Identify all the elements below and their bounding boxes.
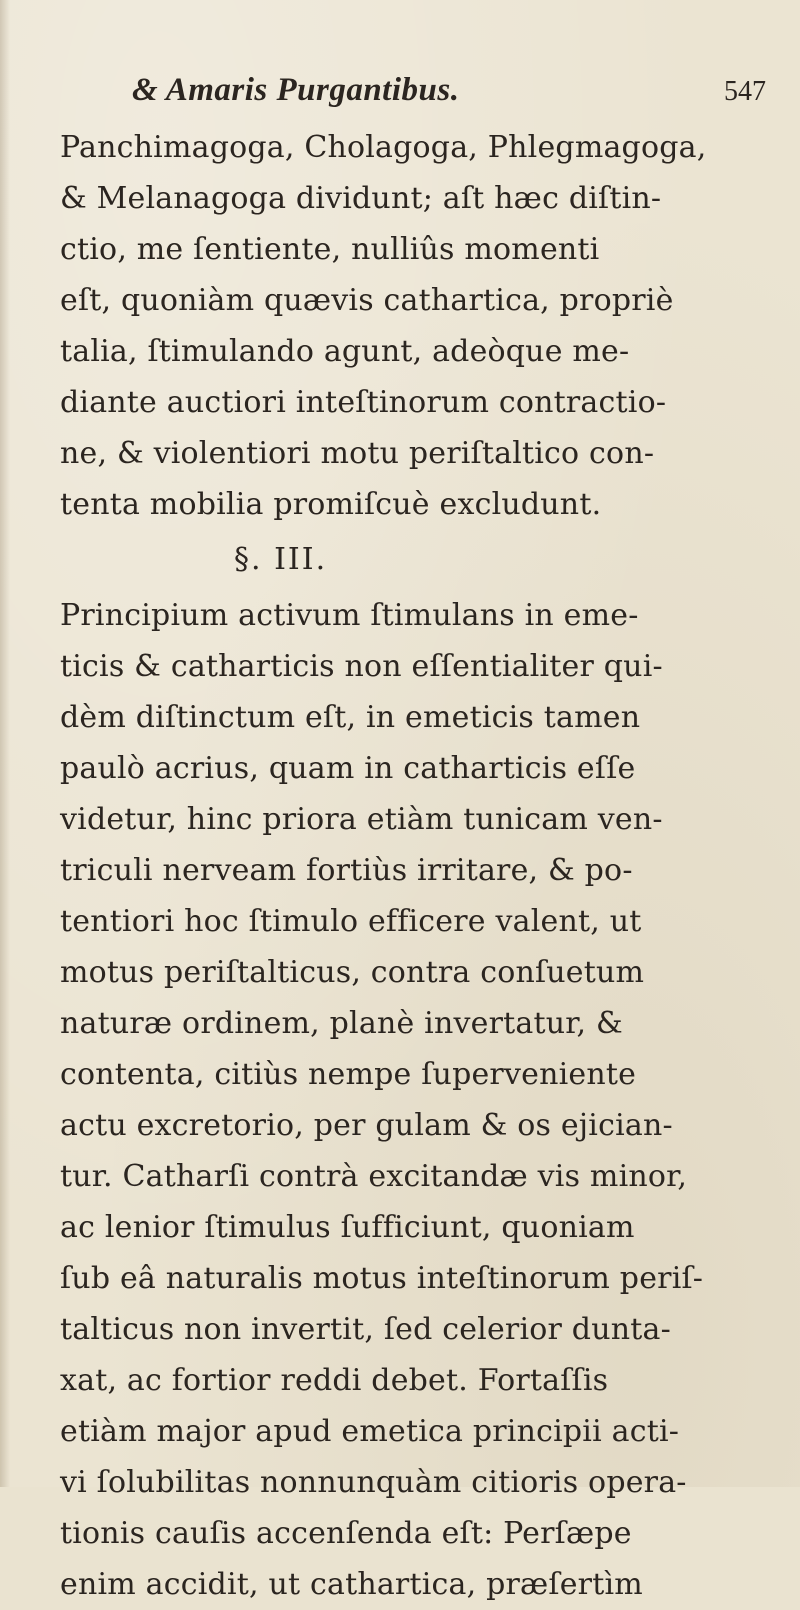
text-line: Panchimagoga, Cholagoga, Phlegmagoga, [60, 130, 707, 165]
text-line: ſub eâ naturalis motus inteſtinorum periſ- [60, 1261, 704, 1296]
running-head-title: & Amaris Purgantibus. [132, 72, 460, 108]
text-line: actu excretorio, per gulam & os ejician- [60, 1108, 673, 1143]
text-line: & Melanagoga dividunt; aſt hæc diſtin- [60, 181, 662, 216]
text-line: xat, ac fortior reddi debet. Fortaſſis [60, 1363, 609, 1398]
text-line: motus periſtalticus, contra conſuetum [60, 955, 645, 990]
text-line: contenta, citiùs nempe ſupervenientе [60, 1057, 637, 1092]
text-line: tenta mobilia promiſcuè excludunt. [60, 487, 602, 522]
text-line: talia, ſtimulando agunt, adeòque me- [60, 334, 630, 369]
text-line: talticus non invertit, ſed celerior dunta- [60, 1312, 671, 1347]
body-text [60, 122, 772, 1610]
text-line: videtur, hinc priora etiàm tunicam ven- [60, 802, 663, 837]
text-line: tur. Catharſi contrà excitandæ vis minor, [60, 1159, 688, 1194]
text-line: ne, & violentiori motu periſtaltico con- [60, 436, 655, 471]
section-heading: §. III. [234, 542, 328, 577]
text-line: ac lenior ſtimulus ſufficiunt, quoniam [60, 1210, 635, 1245]
text-line: tionis cauſis accenſenda eſt: Perſæpe [60, 1516, 632, 1551]
text-line: paulò acrius, quam in catharticis eſſe [60, 751, 636, 786]
text-line: vi ſolubilitas nonnunquàm citioris opera- [60, 1465, 687, 1500]
text-line: dèm diſtinctum eſt, in emeticis tamen [60, 700, 641, 735]
text-line: ctio, me ſentiente, nulliûs momenti [60, 232, 600, 267]
text-line: diante auctiori inteſtinorum contractio- [60, 385, 667, 420]
text-line: tentiori hoc ſtimulo efficere valent, ut [60, 904, 642, 939]
text-line: naturæ ordinem, planè invertatur, & [60, 1006, 623, 1041]
running-head [60, 72, 766, 112]
text-line: eſt, quoniàm quævis cathartica, propriè [60, 283, 674, 318]
page-gutter-shadow [0, 0, 10, 1487]
text-line: etiàm major apud emetica principii acti- [60, 1414, 680, 1449]
page-number: 547 [724, 76, 766, 107]
text-line: ticis & catharticis non eſſentialiter qui- [60, 649, 663, 684]
text-line: Principium activum ſtimulans in eme- [60, 598, 639, 633]
text-line: enim accidit, ut cathartica, præſertìm [60, 1567, 643, 1602]
text-line: triculi nerveam fortiùs irritare, & po- [60, 853, 633, 888]
